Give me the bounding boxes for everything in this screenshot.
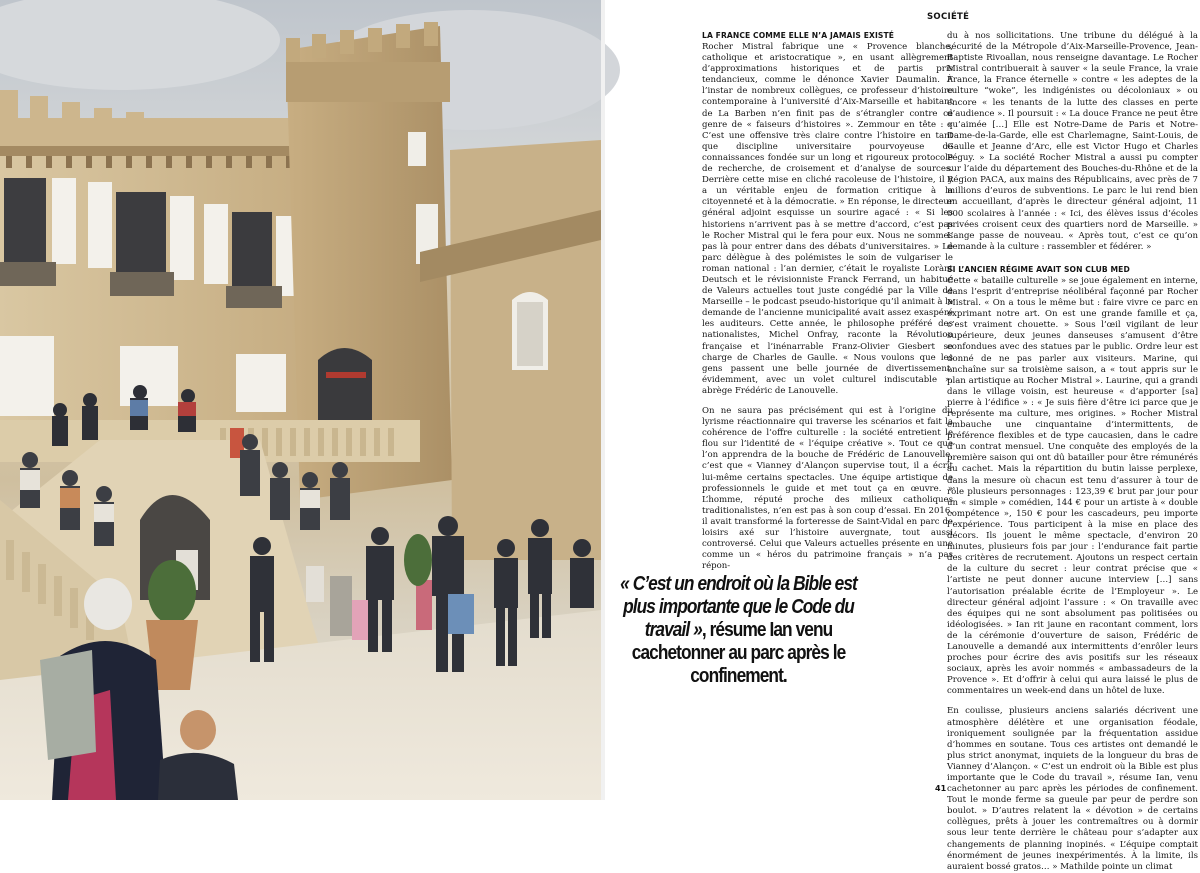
photo-illustration — [0, 0, 601, 800]
page-number: 41 — [935, 784, 947, 793]
paragraph: On ne saura pas précisément qui est à l’origine du lyrisme réactionnaire qui traverse les scénarios et fait la cohérence de l’offre culturelle : la société entretient le flou sur l’identité de « l’équipe créative ». Tout ce que l’on apprendra de la bouche de Frédéric de Lanouvelle, c’est que « Vianney d’Alançon supervise tout, il a écrit lui-même certains spectacles. Une équipe artistique de professionnels le guide et met tout ça en œuvre. » L’homme, réputé proche des milieux catholiques traditionalistes, n’en est pas à son coup d’essai. En 2016, il avait transformé la forteresse de Saint-Vidal en parc de loisirs axé sur l’histoire auvergnate, tout aussi controversé. Celui que Valeurs actuelles présente en une comme un « héros du patrimoine français » n’a pas répon- — [702, 406, 953, 572]
article-column-2 — [947, 31, 1198, 873]
chateau-courtyard-photo — [0, 0, 601, 800]
section-label: SOCIÉTÉ — [927, 12, 970, 22]
pull-quote-citation: « C’est un endroit où la Bible est plus importante que le Code du travail » — [620, 572, 857, 641]
pull-quote-attribution: , résume Ian venu cachetonner au parc après le confinement. — [631, 618, 846, 687]
paragraph: Cette « bataille culturelle » se joue également en interne, dans l’esprit d’entreprise néolibéral façonné par Rocher Mistral. « On a tous le même but : faire vivre ce parc en exprimant notre art. On est une grande famille et ça, c’est vraiment chouette. » Sous l’œil vigilant de leur supérieure, deux jeunes danseuses s’amusent d’être confondues avec des statues par le public. Ordre leur est donné de ne pas parler aux visiteurs. Marine, qui enchaîne sur sa troisième saison, a « tout appris sur le plan artistique au Rocher Mistral ». Laurine, qui a grandi dans le village voisin, est heureuse « d’apporter [sa] pierre à l’édifice » : « Je suis fière d’être ici parce que je représente ma culture, mes origines. » Rocher Mistral embauche une cinquantaine d’intermittents, de préférence flexibles et de type caucasien, dans le cadre d’un contrat mensuel. Une conquête des employés de la première saison qui ont dû batailler pour être rémunérés au cachet. Mais la répartition du butin laisse perplexe, dans la mesure où chacun est tenu d’assurer à tour de rôle plusieurs personnages : 123,39 € brut par jour pour un « simple » comédien, 144 € pour un artiste à « double compétence », 150 € pour les cascadeurs, peu importe l’expérience. Tous participent à la mise en place des décors. Ils jouent le même spectacle, d’environ 20 minutes, plusieurs fois par jour : l’endurance fait partie des critères de recrutement. Ajoutons un respect certain de la culture du secret : leur contrat précise que « l’artiste ne peut donner aucune interview […] sans l’autorisation préalable écrite de l’Employeur ». Le directeur général adjoint l’assure : « On travaille avec des équipes qui ne sont absolument pas politisées ou idéologisées. » Ian rit jaune en racontant comment, lors de la cérémonie d’ouverture de saison, Frédéric de Lanouvelle a demandé aux intermittents d’enrôler leurs proches pour écrire des avis positifs sur les réseaux sociaux, après les avoir nommés « ambassadeurs de la Provence ». Et d’offrir à celui qui aura laissé le plus de commentaires un week-end dans un hôtel de luxe. — [947, 275, 1198, 697]
paragraph: du à nos sollicitations. Une tribune du délégué à la sécurité de la Métropole d’Aix-Marseille-Provence, Jean-Baptiste Rivoallan, nous renseigne davantage. Le Rocher Mistral contribuerait à sauver « la seule France, la vraie France, la France éternelle » contre « les adeptes de la culture “woke”, les indigénistes ou décoloniaux » ou encore « les tenants de la lutte des classes en perte d’audience ». Il poursuit : « La douce France ne peut être qu’aimée […] Elle est Notre-Dame de Paris et Notre-Dame-de-la-Garde, elle est Charlemagne, Saint-Louis, de Gaulle et Jeanne d’Arc, elle est Victor Hugo et Charles Péguy. » La société Rocher Mistral a aussi pu compter sur l’aide du département des Bouches-du-Rhône et de la Région PACA, aux mains des Républicains, avec près de 7 millions d’euros de subventions. Le parc le lui rend bien en accueillant, d’après le directeur général adjoint, 11 000 scolaires à l’année : « Ici, des élèves issus d’écoles privées croisent ceux des quartiers nord de Marseille. » L’ange passe de nouveau. « Après tout, c’est ce qu’on demande à la culture : rassembler et fédérer. » — [947, 31, 1198, 252]
subheading-france: LA FRANCE COMME ELLE N’A JAMAIS EXISTÉ — [702, 31, 895, 40]
article-column-1 — [702, 31, 953, 572]
article-page — [605, 0, 1200, 872]
paragraph: En coulisse, plusieurs anciens salariés décrivent une atmosphère délétère et une organisation féodale, ironiquement soulignée par la fréquentation assidue d’hommes en soutane. Tous ces artistes ont demandé le plus strict anonymat, inquiets de la longueur du bras de Vianney d’Alançon. « C’est un endroit où la Bible est plus importante que le Code du travail », résume Ian, venu cachetonner au parc après les périodes de confinement. Tout le monde ferme sa gueule par peur de perdre son boulot. » D’autres relatent la « dévotion » de certains collègues, prêts à jouer les contremaîtres ou à dormir sous leur tente derrière le château pour s’adapter aux changements de planning inopinés. « L’équipe comptait énormément de jeunes inexpérimentés. À la limite, ils auraient bossé gratos… » Mathilde pointe un climat — [947, 706, 1198, 872]
paragraph: Rocher Mistral fabrique une « Provence blanche, catholique et aristocratique », en usant allègrement d’approximations historiques et de partis pris tendancieux, comme le dénonce Xavier Daumalin. À l’instar de nombreux collègues, ce professeur d’histoire contemporaine à l’université d’Aix-Marseille et habitant de La Barben n’en finit pas de s’étrangler contre ce genre de « faiseurs d’histoires ». Zemmour en tête : « C’est une offensive très claire contre l’histoire en tant que discipline universitaire pourvoyeuse de connaissances fondée sur un long et rigoureux protocole de recherche, de croisement et d’analyse de sources. Derrière cette mise en cliché racoleuse de l’histoire, il y a un véritable enjeu de formation critique à la citoyenneté et à la démocratie. » En réponse, le directeur général adjoint esquisse un sourire agacé : « Si les historiens n’arrivent pas à se mettre d’accord, c’est pas le Rocher Mistral qui le fera pour eux. Nous ne sommes pas là pour entrer dans des débats d’universitaires. » Le parc délègue à des polémistes le soin de vulgariser le roman national : l’an dernier, c’était le royaliste Lorànt Deutsch et le révisionniste Franck Ferrand, un habitué de Valeurs actuelles tout juste congédié par la Ville de Marseille – le podcast pseudo-historique qu’il animait à la demande de l’ancienne municipalité avait assez exaspéré les auditeurs. Cette année, le philosophe préféré des nationalistes, Michel Onfray, raconte la Révolution française et l’inénarrable Franz-Olivier Giesbert se charge de Charles de Gaulle. « Nous voulons que les gens passent une belle journée de divertissement, évidemment, avec un volet culturel indiscutable », abrège Frédéric de Lanouvelle. — [702, 42, 953, 396]
subheading-ancien-regime: SI L’ANCIEN RÉGIME AVAIT SON CLUB MED — [947, 264, 1130, 274]
pull-quote — [610, 572, 867, 687]
